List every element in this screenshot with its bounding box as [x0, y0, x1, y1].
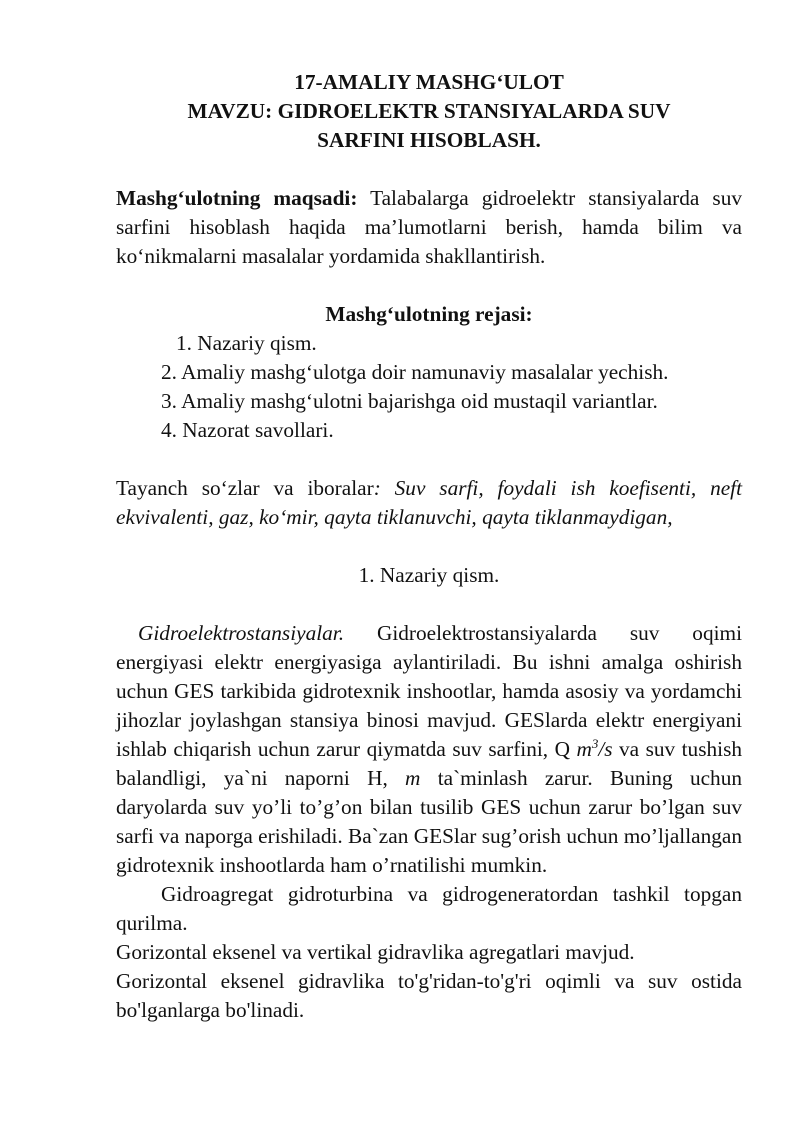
spacer — [116, 532, 742, 561]
goal-text: Talabalarga gidroelektr stansiyalarda suv sarfini hisoblash haqida ma’lumotlarni berish, hamda bilim va ko‘nikmalarni masalalar yordamida shakllantirish. — [116, 186, 742, 268]
body-paragraph-1 — [116, 619, 742, 880]
unit-exponent: 3 — [591, 735, 599, 751]
spacer — [116, 590, 742, 619]
spacer — [116, 271, 742, 300]
keywords-text: : Suv sarfi, foydali ish koefisenti, neft ekvivalenti, gaz, ko‘mir, qayta tiklanuvchi, qayta tiklanmaydigan, — [116, 476, 743, 529]
plan-heading: Mashg‘ulotning rejasi: — [325, 302, 533, 326]
plan-item-1: 1. Nazariy qism. — [176, 331, 317, 355]
plan-item-3: 3. Amaliy mashg‘ulotni bajarishga oid mustaqil variantlar. — [161, 389, 658, 413]
document-page — [116, 68, 742, 1025]
body-text-b: va suv tushish balandligi, ya`ni naporni H, — [116, 737, 742, 790]
unit-m: m — [576, 737, 592, 761]
body-text-c: ta`minlash zarur. Buning uchun daryolarda suv yo’li to’g’on bilan tusilib GES uchun zarur bo’lgan suv sarfi va naporga erishiladi. Ba`zan GESlar sug’orish uchun mo’ljallangan gidrotexnik inshootlarda ham o’rnatilishi mumkin. — [116, 766, 743, 877]
practical-title: 17-AMALIY MASHG‘ULOT — [294, 70, 564, 94]
plan-item-2: 2. Amaliy mashg‘ulotga doir namunaviy masalalar yechish. — [161, 360, 669, 384]
keywords-paragraph — [116, 474, 742, 532]
body-paragraph-4: Gorizontal eksenel gidravlika to'g'ridan-to'g'ri oqimli va suv ostida bo'lganlarga bo'linadi. — [116, 969, 742, 1022]
unit-meter: m — [405, 766, 421, 790]
topic-title-line1: MAVZU: GIDROELEKTR STANSIYALARDA SUV — [187, 99, 671, 123]
body-text-a: Gidroelektrostansiyalarda suv oqimi energiyasi elektr energiyasiga aylantiriladi. Bu ishni amalga oshirish uchun GES tarkibida gidrotexnik inshootlar, hamda asosiy va yordamchi jihozlar joylashgan stansiya binosi mavjud. GESlarda elektr energiyani ishlab chiqarish uchun zarur qiymatda suv sarfini, Q — [116, 621, 742, 761]
keywords-label: Tayanch so‘zlar va iboralar — [116, 476, 374, 500]
body-lead-term: Gidroelektrostansiyalar. — [138, 621, 345, 645]
goal-paragraph — [116, 184, 742, 271]
body-paragraph-2: Gidroagregat gidroturbina va gidrogeneratordan tashkil topgan qurilma. — [116, 882, 742, 935]
spacer — [116, 445, 742, 474]
plan-item-4: 4. Nazorat savollari. — [161, 418, 334, 442]
section-heading: 1. Nazariy qism. — [358, 563, 500, 587]
spacer — [116, 155, 742, 184]
body-paragraph-3: Gorizontal eksenel va vertikal gidravlika agregatlari mavjud. — [116, 940, 635, 964]
unit-per-s: /s — [598, 737, 613, 761]
topic-title-line2: SARFINI HISOBLASH. — [317, 128, 541, 152]
goal-label: Mashg‘ulotning maqsadi: — [116, 186, 358, 210]
